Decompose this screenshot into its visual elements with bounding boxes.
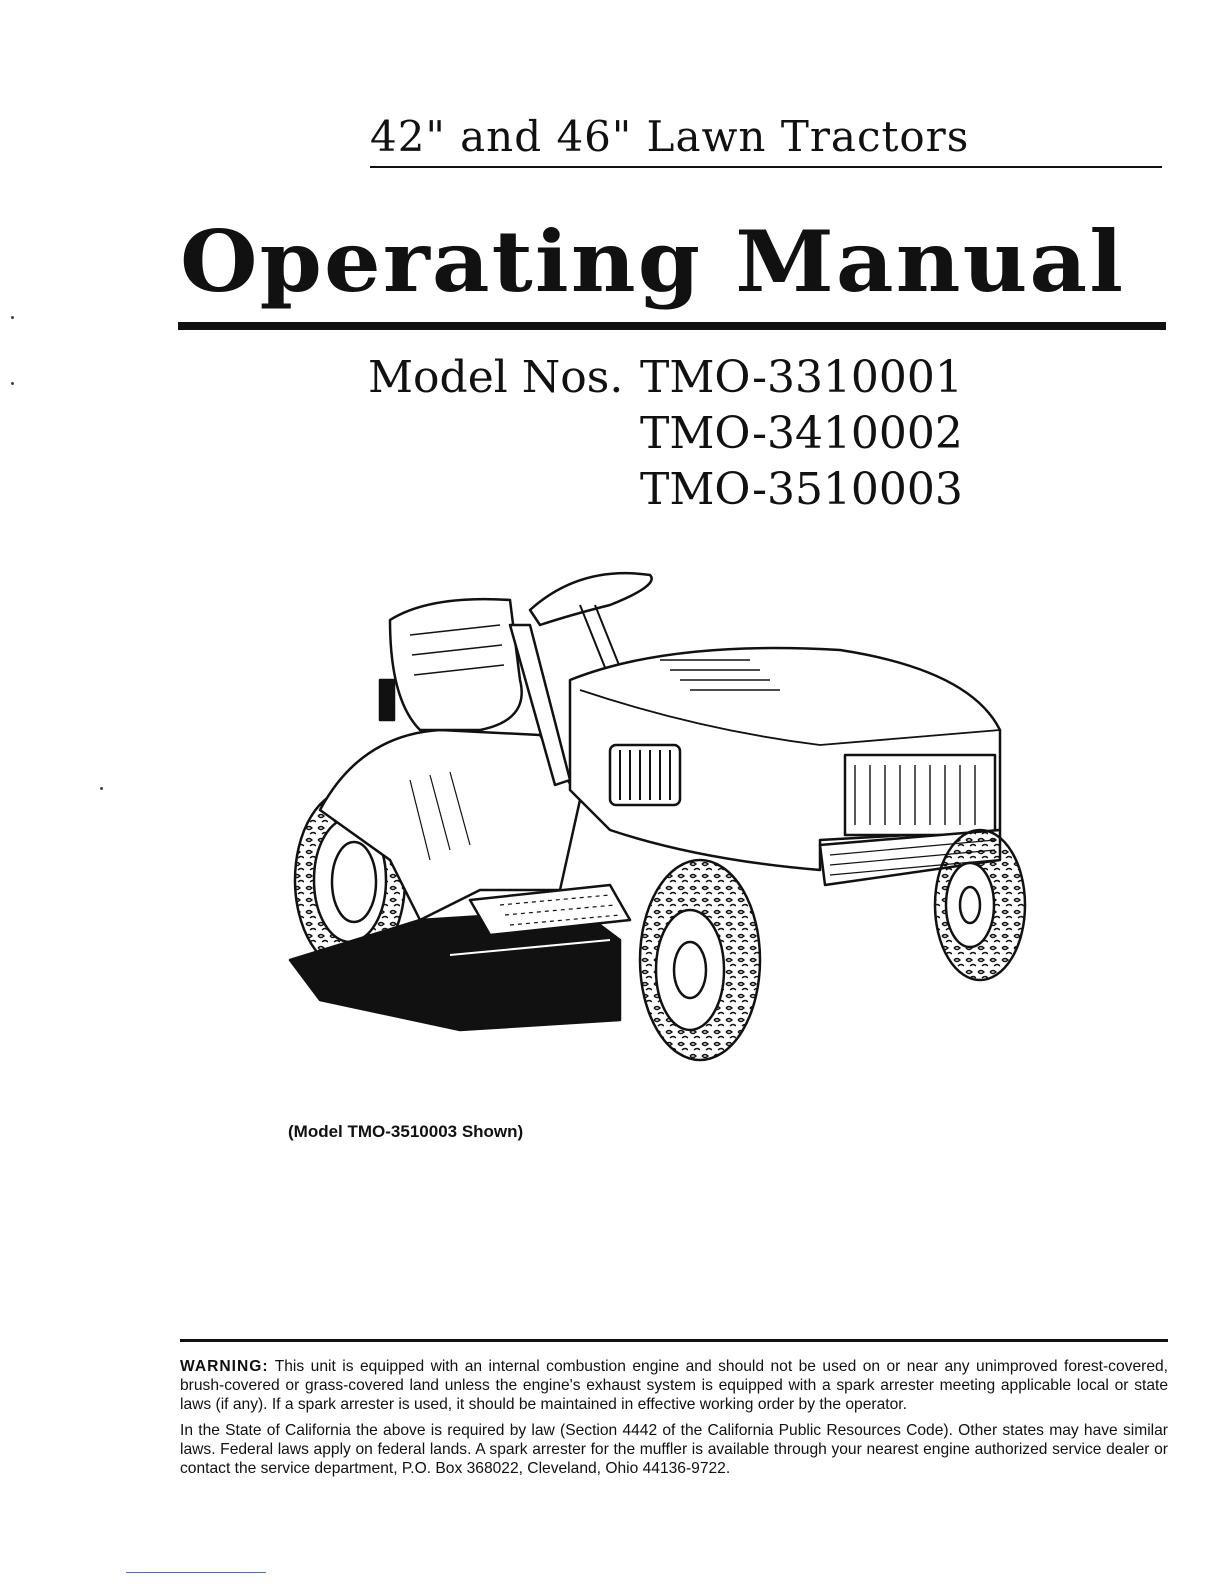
scan-speck [11,382,14,385]
steering-wheel [530,573,652,625]
model-numbers-block [368,350,963,518]
model-number: TMO-3310001 [640,352,963,403]
title-rule [178,322,1166,330]
scan-speck [11,316,14,319]
model-label: Model Nos. [368,352,624,403]
warning-section [180,1357,1168,1484]
front-wheel [935,830,1025,980]
document-title: Operating Manual [180,212,1126,311]
warning-paragraph [180,1357,1168,1415]
document-subtitle: 42" and 46" Lawn Tractors [370,112,970,161]
model-number: TMO-3510003 [640,464,963,515]
california-paragraph: In the State of California the above is required by law (Section 4442 of the California Public Resources Code). Other states may have similar laws. Federal laws apply on federal lands. A spark arrester for the muffler is available through your nearest engine authorized service dealer or contact the service department, P.O. Box 368022, Cleveland, Ohio 44136-9722. [180,1421,1168,1478]
lawn-tractor-illustration [280,560,1040,1120]
warning-label: WARNING: [180,1358,269,1375]
model-row [368,462,963,518]
warning-rule [180,1339,1168,1342]
front-wheel [640,860,760,1060]
subtitle-rule [370,166,1162,168]
warning-text: This unit is equipped with an internal combustion engine and should not be used on or near any unimproved forest-covered, brush-covered or grass-covered land unless the engine's exhaust system is equipped with a spark arrester meeting applicable local or state laws (if any). If a spark arrester is used, it should be maintained in effective working order by the operator. [180,1358,1168,1414]
gear-lever [380,680,394,720]
model-number: TMO-3410002 [640,408,963,459]
model-row [368,406,963,462]
model-row [368,350,963,406]
link-underline[interactable] [126,1572,266,1573]
scan-speck [100,787,103,790]
grille [845,755,995,835]
illustration-caption: (Model TMO-3510003 Shown) [288,1122,524,1141]
